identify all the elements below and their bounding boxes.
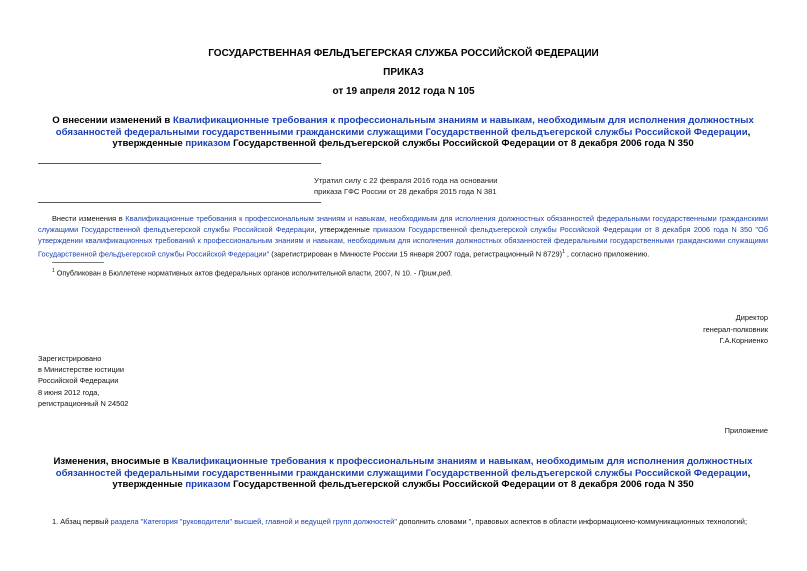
appendix-title-link-requirements[interactable]: Квалификационные требования к профессиональным знаниям и навыкам, необходимым для исполнения должностных обязанностей федеральными государственными гражданскими служащими Государственной фельдъегерской службы Российской Федерации <box>55 456 753 479</box>
registration-line: Зарегистрировано <box>38 354 102 363</box>
registration-line: Российской Федерации <box>38 376 119 386</box>
body-text-3: (зарегистрирован в Минюсте России 15 января 2007 года, регистрационный N 8729) <box>269 249 563 259</box>
footnote-divider <box>52 262 104 263</box>
body-text-2: , утвержденные <box>314 225 373 235</box>
item1-text-1: 1. Абзац первый <box>52 517 111 526</box>
appendix-title-link-order[interactable]: приказом <box>185 479 231 490</box>
title-prefix: О внесении изменений в <box>52 115 173 126</box>
footnote-text: Опубликован в Бюллетене нормативных актов федеральных органов исполнительной власти, 2007, N 10. - <box>54 268 419 278</box>
doc-date: от 19 апреля 2012 года N 105 <box>332 86 475 97</box>
body-link-order[interactable]: приказом Государственной фельдъегерской службы Российской Федерации от 8 декабря 2006 года N 350 "Об утверждении квалификационных требований к профессиональным знаниям и навыкам, необходимым для исполнения должностных обязанностей федеральными государственными гражданскими служащими Государственной фельдъегерской службы Российской Федерации" <box>38 225 769 259</box>
title-link-order[interactable]: приказом <box>185 138 231 149</box>
appendix-title <box>38 456 768 491</box>
signature-rank: генерал-полковник <box>703 324 768 334</box>
item1-text-2: дополнить словами ", правовых аспектов в области информационно-коммуникационных технологий; <box>396 517 747 526</box>
doc-title <box>38 115 768 150</box>
title-suffix: Государственной фельдъегерской службы Российской Федерации от 8 декабря 2006 года N 350 <box>230 138 694 149</box>
status-note-line1: Утратил силу с 22 февраля 2016 года на основании <box>314 176 498 185</box>
footnote-mark: 1 <box>52 268 55 274</box>
signature-block <box>703 312 768 347</box>
doc-type: ПРИКАЗ <box>383 67 424 78</box>
title-middle: , утвержденные <box>112 126 751 149</box>
body-link-requirements[interactable]: Квалификационные требования к профессиональным знаниям и навыкам, необходимым для исполнения должностных обязанностей федеральными государственными гражданскими служащими Государственной фельдъегерской службы Российской Федерации <box>38 214 768 235</box>
registration-line: в Министерстве юстиции <box>38 365 125 375</box>
signature-position: Директор <box>735 313 768 322</box>
divider-bottom <box>38 202 321 203</box>
item1-link-section[interactable]: раздела "Категория "руководители" высшей, главной и ведущей групп должностей" <box>110 517 397 526</box>
appendix-label: Приложение <box>724 426 768 435</box>
divider-top <box>38 163 321 164</box>
body-paragraph <box>38 213 768 259</box>
list-item <box>38 517 768 526</box>
status-note-link[interactable]: приказа ГФС России от 28 декабря 2015 года N 381 <box>314 187 497 196</box>
footnote <box>52 268 452 277</box>
registration-line: регистрационный N 24502 <box>38 398 129 408</box>
signature-name: Г.А.Корниенко <box>719 336 768 345</box>
footnote-italic: Прим.ред. <box>418 268 453 278</box>
registration-line: 8 июня 2012 года, <box>38 387 100 397</box>
title-link-requirements[interactable]: Квалификационные требования к профессиональным знаниям и навыкам, необходимым для исполнения должностных обязанностей федеральными государственными гражданскими служащими Государственной фельдъегерской службы Российской Федерации <box>55 115 754 138</box>
appendix-title-suffix: Государственной фельдъегерской службы Российской Федерации от 8 декабря 2006 года N 350 <box>230 479 694 490</box>
org-name: ГОСУДАРСТВЕННАЯ ФЕЛЬДЪЕГЕРСКАЯ СЛУЖБА РОССИЙСКОЙ ФЕДЕРАЦИИ <box>208 48 599 59</box>
registration-block <box>38 353 128 409</box>
body-text-4: , согласно приложению. <box>564 249 650 259</box>
footnote-ref: 1 <box>562 248 565 255</box>
appendix-title-middle: , утвержденные <box>112 467 751 490</box>
body-text-1: Внести изменения в <box>52 214 126 223</box>
appendix-title-prefix: Изменения, вносимые в <box>53 456 172 467</box>
